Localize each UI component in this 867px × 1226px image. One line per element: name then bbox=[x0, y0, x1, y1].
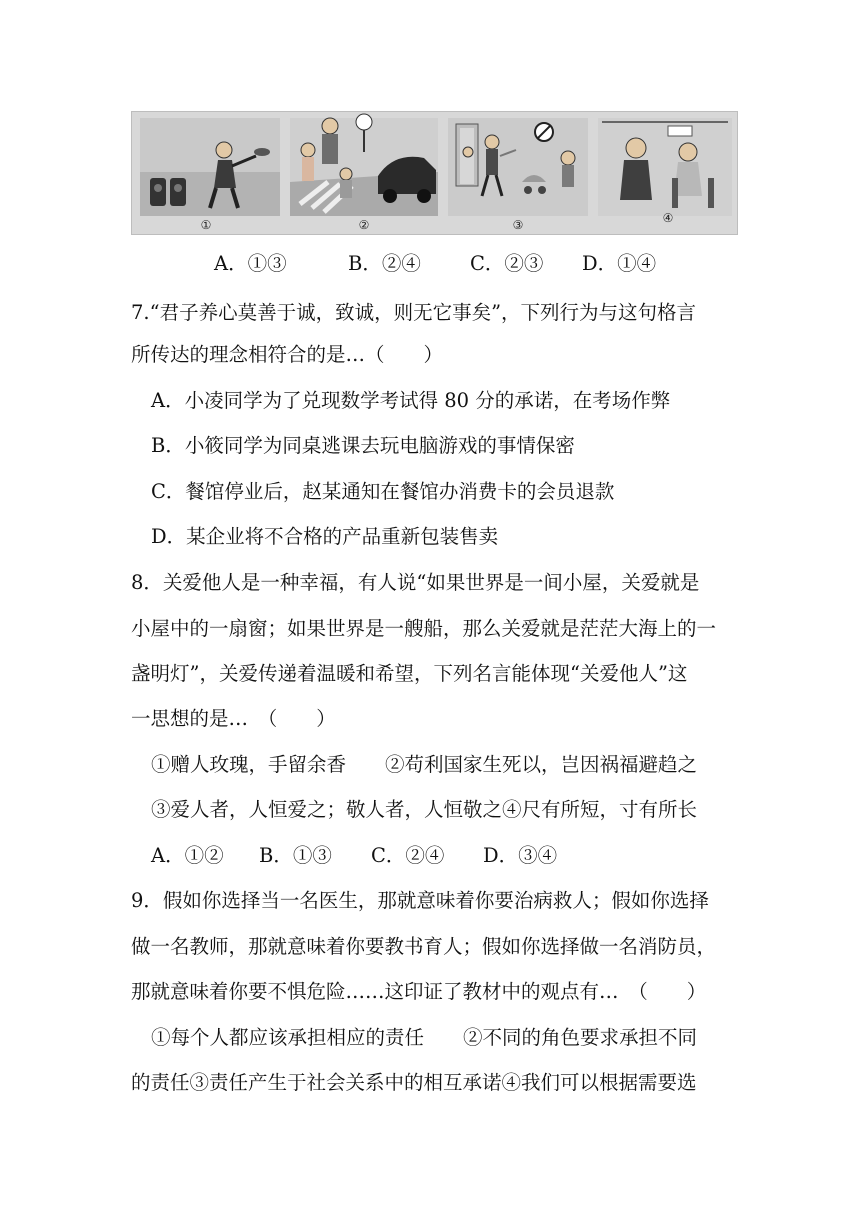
panel-3 bbox=[448, 118, 588, 216]
panel-label-3: ③ bbox=[512, 218, 524, 232]
panel-1 bbox=[140, 118, 280, 216]
panel-2 bbox=[290, 114, 438, 216]
q6-option-c: C．②③ bbox=[470, 252, 544, 275]
q9-stem-line-2: 做一名教师，那就意味着你要教书育人；假如你选择做一名消防员， bbox=[131, 935, 717, 958]
q6-option-b: B．②④ bbox=[348, 252, 421, 275]
q7-option-a: A．小凌同学为了兑现数学考试得 80 分的承诺，在考场作弊 bbox=[151, 389, 671, 412]
q7-option-b: B．小筱同学为同桌逃课去玩电脑游戏的事情保密 bbox=[151, 434, 575, 457]
q6-option-a: A．①③ bbox=[214, 252, 287, 275]
q8-items-line-2: ③爱人者，人恒爱之；敬人者，人恒敬之④尺有所短，寸有所长 bbox=[151, 798, 698, 821]
q8-options bbox=[151, 841, 557, 871]
q8-items-line-1: ①赠人玫瑰，手留余香 ②苟利国家生死以，岂因祸福避趋之 bbox=[151, 753, 698, 776]
q9-stem-line-1: 9．假如你选择当一名医生，那就意味着你要治病救人；假如你选择 bbox=[131, 889, 709, 912]
q7-option-d: D．某企业将不合格的产品重新包装售卖 bbox=[151, 525, 499, 548]
panel-4 bbox=[598, 118, 732, 216]
q9-stem-line-3: 那就意味着你要不惧危险……这印证了教材中的观点有… （ ） bbox=[131, 980, 707, 1003]
q8-option-d: D．③④ bbox=[483, 844, 558, 867]
q7-stem-line-1: 7.“君子养心莫善于诚，致诚，则无它事矣”，下列行为与这句格言 bbox=[131, 301, 697, 324]
panel-label-1: ① bbox=[200, 218, 212, 232]
panel-label-2: ② bbox=[358, 218, 370, 232]
q8-stem-line-3: 盏明灯”，关爱传递着温暖和希望，下列名言能体现“关爱他人”这 bbox=[131, 662, 688, 685]
q7-option-c: C．餐馆停业后，赵某通知在餐馆办消费卡的会员退款 bbox=[151, 480, 615, 503]
panel-label-4: ④ bbox=[662, 211, 674, 225]
q8-stem-line-4: 一思想的是… （ ） bbox=[131, 707, 336, 730]
q8-stem-line-1: 8．关爱他人是一种幸福，有人说“如果世界是一间小屋，关爱就是 bbox=[131, 571, 700, 594]
q8-option-b: B．①③ bbox=[259, 844, 332, 867]
q6-options bbox=[214, 249, 656, 279]
q6-option-d: D．①④ bbox=[582, 252, 657, 275]
q8-option-c: C．②④ bbox=[371, 844, 445, 867]
q9-items-line-2: 的责任③责任产生于社会关系中的相互承诺④我们可以根据需要选 bbox=[131, 1071, 697, 1094]
cartoon-illustration bbox=[132, 112, 737, 234]
q8-stem-line-2: 小屋中的一扇窗；如果世界是一艘船，那么关爱就是茫茫大海上的一 bbox=[131, 617, 717, 640]
q8-option-a: A．①② bbox=[151, 844, 224, 867]
cartoon-strip bbox=[131, 111, 738, 235]
q9-items-line-1: ①每个人都应该承担相应的责任 ②不同的角色要求承担不同 bbox=[151, 1026, 698, 1049]
q7-stem-line-2: 所传达的理念相符合的是…（ ） bbox=[131, 343, 444, 366]
